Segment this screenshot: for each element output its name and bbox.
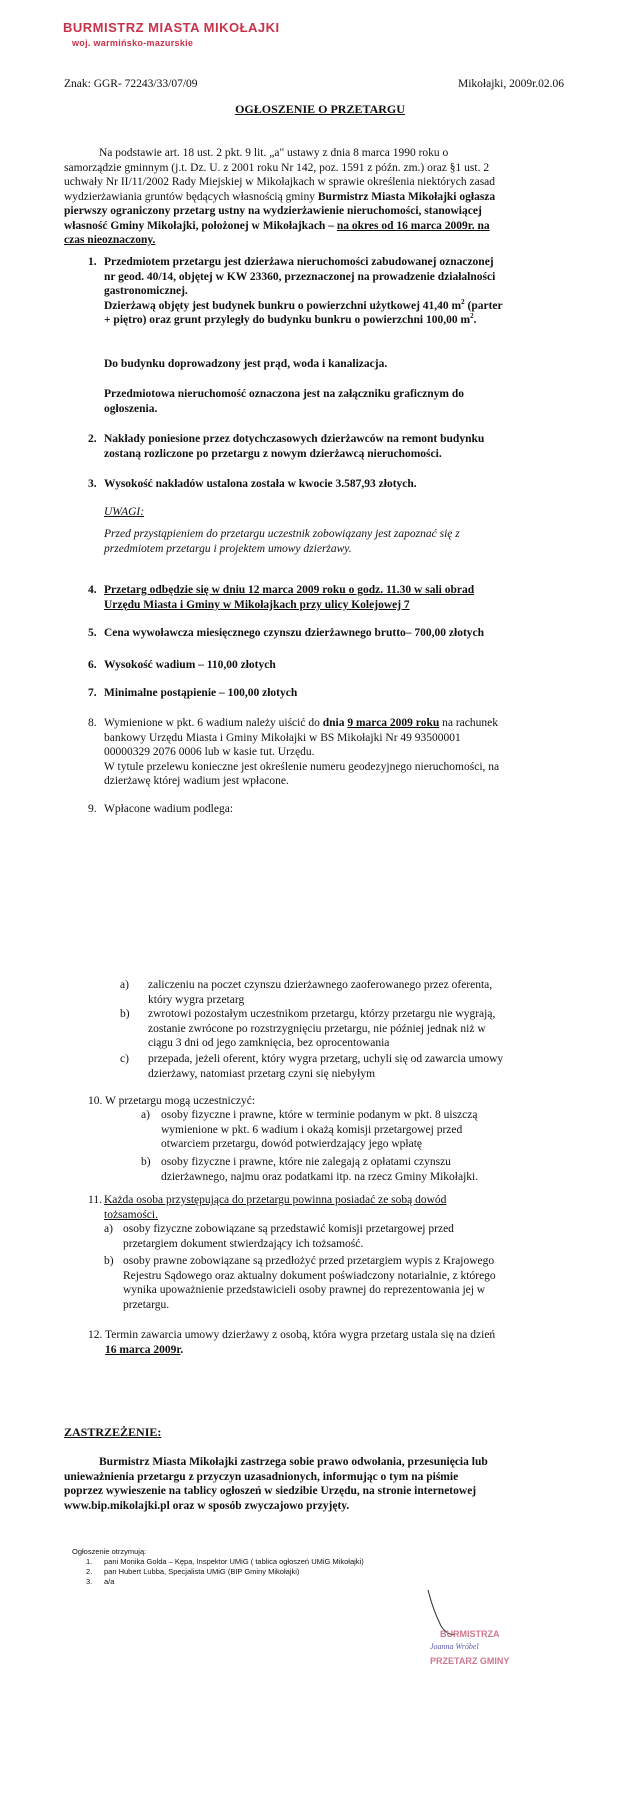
item-2-text: Nakłady poniesione przez dotychczasowych dzierżawców na remont budynku zostaną rozliczone po przetargu z nowym dzierżawcą nieruchomości.	[104, 433, 485, 460]
item-12-text: 12. Termin zawarcia umowy dzierżawy z osobą, która wygra przetarg ustala się na dzień 16 marca 2009r.	[88, 1329, 496, 1356]
item-11-number: 11.	[88, 1194, 102, 1206]
recipient-2: pan Hubert Lubba, Specjalista UMiG (BIP Gminy Mikołajki)	[104, 1567, 300, 1576]
item-10a-text: osoby fizyczne i prawne, które w terminie podanym w pkt. 8 uiszczą wymienione w pkt. 6 wadium i okażą komisji przetargowej przed otwarciem przetargu, dowód potwierdzający jego wpłatę	[161, 1109, 478, 1150]
item-10b-label: b)	[141, 1156, 151, 1168]
item-2-number: 2.	[88, 433, 97, 445]
approval-stamp-line1: BURMISTRZA	[440, 1629, 500, 1639]
item-6-number: 6.	[88, 659, 97, 671]
item-1-utilities: Do budynku doprowadzony jest prąd, woda i kanalizacja.	[104, 358, 388, 370]
recipient-1: pani Monika Golda – Kępa, Inspektor UMiG ( tablica ogłoszeń UMiG Mikołajki)	[104, 1557, 364, 1566]
item-6-text: Wysokość wadium – 110,00 złotych	[104, 659, 276, 671]
recipient-2-number: 2.	[86, 1567, 93, 1576]
item-7-number: 7.	[88, 687, 97, 699]
item-11a-text: osoby fizyczne zobowiązane są przedstawić komisji przetargowej przed przetargiem dokument stwierdzający ich tożsamość.	[123, 1223, 454, 1250]
item-9a-text: zaliczeniu na poczet czynszu dzierżawnego zaoferowanego przez oferenta, który wygra przetarg	[148, 979, 493, 1006]
reservation-text: Burmistrz Miasta Mikołajki zastrzega sobie prawo odwołania, przesunięcia lub unieważnienia przetargu z przyczyn uzasadnionych, informując o tym na piśmie poprzez wywieszenie na tablicy ogłoszeń w siedzibie Urzędu, na stronie internetowej www.bip.mikolajki.pl oraz w sposób zwyczajowo przyjęty.	[64, 1456, 488, 1512]
item-5-text: Cena wywoławcza miesięcznego czynszu dzierżawnego brutto– 700,00 złotych	[104, 627, 485, 639]
recipient-3: a/a	[104, 1577, 115, 1586]
recipient-1-number: 1.	[86, 1557, 93, 1566]
issuer-stamp-title: BURMISTRZ MIASTA MIKOŁAJKI	[63, 20, 280, 35]
item-4-number: 4.	[88, 584, 97, 596]
item-8-number: 8.	[88, 717, 97, 729]
notes-text: Przed przystąpieniem do przetargu uczestnik zobowiązany jest zapoznać się z przedmiotem przetargu i projektem umowy dzierżawy.	[104, 528, 460, 555]
item-1-number: 1.	[88, 256, 97, 268]
recipients-heading: Ogłoszenie otrzymują:	[72, 1547, 147, 1556]
place-date: Mikołajki, 2009r.02.06	[458, 78, 565, 90]
item-9b-text: zwrotowi pozostałym uczestnikom przetargu, którzy przetargu nie wygrają, zostanie zwrócone po rozstrzygnięciu przetargu, nie później jednak niż w ciągu 3 dni od jego zamknięcia, bez oprocentowania	[148, 1008, 496, 1049]
item-10a-label: a)	[141, 1109, 150, 1121]
item-10b-text: osoby fizyczne i prawne, które nie zalegają z opłatami czynszu dzierżawnego, najmu oraz podatkami itp. na rzecz Gminy Mikołajki.	[161, 1156, 479, 1183]
item-5-number: 5.	[88, 627, 97, 639]
notes-heading: UWAGI:	[104, 506, 145, 518]
item-11b-label: b)	[104, 1255, 114, 1267]
item-9-text: Wpłacone wadium podlega:	[104, 803, 234, 815]
item-9c-label: c)	[120, 1053, 129, 1065]
item-11-text: Każda osoba przystępująca do przetargu powinna posiadać ze sobą dowód tożsamości.	[104, 1194, 447, 1221]
item-11a-label: a)	[104, 1223, 113, 1235]
item-9-number: 9.	[88, 803, 97, 815]
item-9a-label: a)	[120, 979, 129, 991]
item-3-text: Wysokość nakładów ustalona została w kwocie 3.587,93 złotych.	[104, 478, 417, 490]
item-3-number: 3.	[88, 478, 97, 490]
item-9c-text: przepada, jeżeli oferent, który wygra przetarg, uchyli się od zawarcia umowy dzierżawy, natomiast przetarg czyni się niebyłym	[148, 1053, 504, 1080]
recipient-3-number: 3.	[86, 1577, 93, 1586]
item-11b-text: osoby prawne zobowiązane są przedłożyć przed przetargiem wypis z Krajowego Rejestru Sądowego oraz aktualny dokument poświadczony notarialnie, z którego wynika upoważnienie przedstawicieli osoby prawnej do reprezentowania jej w przetargu.	[123, 1255, 496, 1311]
item-1-attachment-note: Przedmiotowa nieruchomość oznaczona jest na załączniku graficznym do ogłoszenia.	[104, 388, 464, 415]
intro-paragraph: Na podstawie art. 18 ust. 2 pkt. 9 lit. „a" ustawy z dnia 8 marca 1990 roku o samorządzie gminnym (j.t. Dz. U. z 2001 roku Nr 142, poz. 1591 z późn. zm.) oraz §1 ust. 2 uchwały Nr II/11/2002 Rady Miejskiej w Mikołajkach w sprawie określenia niektórych zasad wydzierżawiania gruntów będących własnością gminy Burmistrz Miasta Mikołajki ogłasza pierwszy ograniczony przetarg ustny na wydzierżawienie nieruchomości, stanowiącej własność Gminy Mikołajki, położonej w Mikołajkach – na okres od 16 marca 2009r. na czas nieoznaczony.	[64, 147, 496, 246]
item-9b-label: b)	[120, 1008, 130, 1020]
item-4-text: Przetarg odbędzie się w dniu 12 marca 2009 roku o godz. 11.30 w sali obrad Urzędu Miasta i Gminy w Mikołajkach przy ulicy Kolejowej 7	[104, 584, 475, 611]
item-7-text: Minimalne postąpienie – 100,00 złotych	[104, 687, 298, 699]
item-10-text: 10. W przetargu mogą uczestniczyć:	[88, 1095, 256, 1107]
reference-number: Znak: GGR- 72243/33/07/09	[64, 78, 198, 90]
approval-stamp-line3: PRZETARZ GMINY	[430, 1656, 510, 1666]
reservation-heading: ZASTRZEŻENIE:	[64, 1425, 162, 1439]
signature-name: Joanna Wróbel	[430, 1642, 479, 1651]
item-1-text: Przedmiotem przetargu jest dzierżawa nieruchomości zabudowanej oznaczonej nr geod. 40/14, objętej w KW 23360, przeznaczonej na prowadzenie działalności gastronomicznej. Dzierżawą objęty jest budynek bunkru o powierzchni użytkowej 41,40 $m^2$ (parter + piętro) oraz grunt przyległy do budynku bunkru o powierzchni 100,00 $m^2$.	[104, 256, 503, 326]
item-8-text: Wymienione w pkt. 6 wadium należy uiścić do dnia 9 marca 2009 roku na rachunek bankowy Urzędu Miasta i Gminy Mikołajki w BS Mikołajki Nr 49 93500001 00000329 2076 0006 lub w kasie tut. Urzędu. W tytule przelewu konieczne jest określenie numeru geodezyjnego nieruchomości, na dzierżawę której wadium jest wpłacone.	[104, 717, 500, 787]
document-title: OGŁOSZENIE O PRZETARGU	[235, 102, 405, 116]
issuer-stamp-region: woj. warmińsko-mazurskie	[72, 38, 194, 48]
